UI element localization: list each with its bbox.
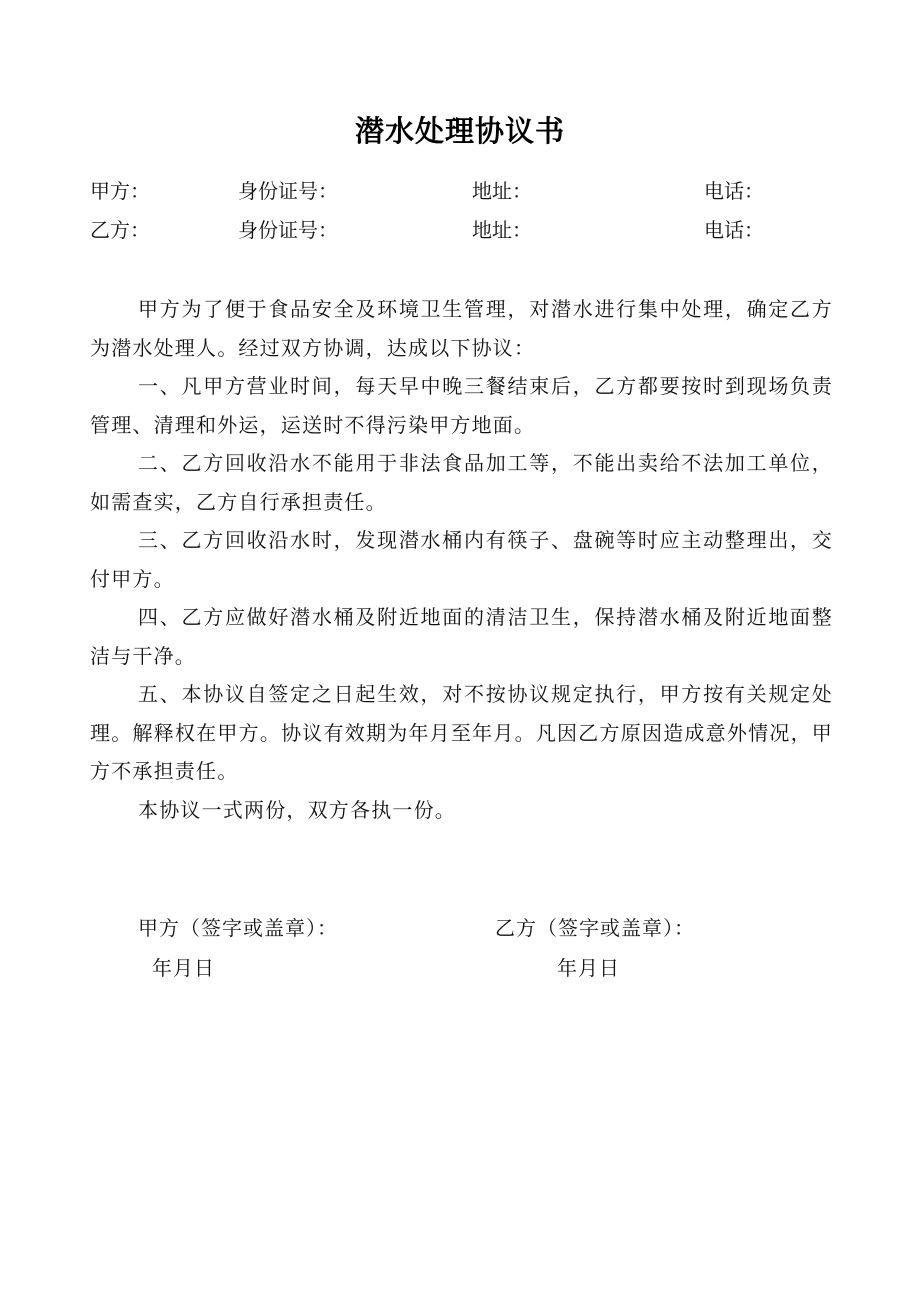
party-b-address-label: 地址： [472,218,532,242]
intro-paragraph: 甲方为了便于食品安全及环境卫生管理，对潜水进行集中处理，确定乙方为潜水处理人。经过双方协调，达成以下协议： [90,297,833,360]
party-b-signature-label: 乙方（签字或盖章）： [495,916,695,940]
clause-2: 二、乙方回收沿水不能用于非法食品加工等，不能出卖给不法加工单位，如需查实，乙方自行承担责任。 [90,451,833,514]
party-b-info-row [0,215,920,245]
document-title: 潜水处理协议书 [354,114,565,149]
party-a-signature-date: 年月日 [152,956,215,980]
party-a-signature-label: 甲方（签字或盖章）： [138,916,338,940]
party-b-label: 乙方： [90,218,150,242]
clause-1: 一、凡甲方营业时间，每天早中晚三餐结束后，乙方都要按时到现场负责管理、清理和外运，运送时不得污染甲方地面。 [90,374,833,437]
clause-3: 三、乙方回收沿水时，发现潜水桶内有筷子、盘碗等时应主动整理出，交付甲方。 [90,528,833,591]
party-a-id-label: 身份证号： [238,179,338,203]
party-b-id-label: 身份证号： [238,218,338,242]
party-a-phone-label: 电话： [704,179,764,203]
copies-paragraph: 本协议一式两份，双方各执一份。 [138,797,456,822]
party-a-address-label: 地址： [472,179,532,203]
party-b-signature-date: 年月日 [557,956,620,980]
party-a-info-row [0,176,920,206]
party-b-phone-label: 电话： [704,218,764,242]
party-a-label: 甲方： [90,179,150,203]
agreement-body [90,290,833,829]
clause-4: 四、乙方应做好潜水桶及附近地面的清洁卫生，保持潜水桶及附近地面整洁与干净。 [90,605,833,668]
clause-5: 五、本协议自签定之日起生效，对不按协议规定执行，甲方按有关规定处理。解释权在甲方。协议有效期为年月至年月。凡因乙方原因造成意外情况，甲方不承担责任。 [90,682,833,783]
